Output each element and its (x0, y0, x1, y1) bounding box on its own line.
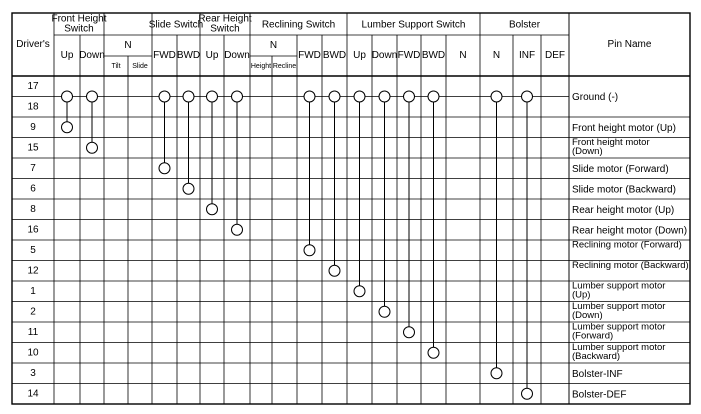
col-header-ss_fwd: FWD (153, 50, 176, 62)
col-header-ls_bwd: BWD (421, 50, 446, 62)
driver-pin-15: 15 (27, 142, 39, 154)
driver-pin-5: 5 (30, 244, 36, 256)
group-header-ls: Lumber Support Switch (361, 19, 466, 31)
pin-name-12: Reclining motor (Backward) (572, 259, 689, 271)
col-header-rs_fwd: FWD (298, 50, 321, 62)
terminal-top-ls_fwd (404, 91, 415, 102)
terminal-bottom-bo_inf (522, 388, 533, 399)
terminal-top-rs_fwd (304, 91, 315, 102)
pin-name-8: Rear height motor (Up) (572, 204, 675, 216)
pin-name-6: Slide motor (Backward) (572, 184, 676, 196)
col-header-ls_down: Down (371, 50, 398, 62)
col-header-bo_inf: INF (518, 50, 536, 62)
col-header-bo_n: N (492, 50, 501, 62)
terminal-top-fh_down (87, 91, 98, 102)
terminal-top-rh_down (232, 91, 243, 102)
terminal-top-ls_bwd (428, 91, 439, 102)
terminal-bottom-rh_down (232, 224, 243, 235)
col-subheader-rh_n-2: Recline (272, 62, 297, 70)
col-subheader-fh_n-2: Slide (132, 62, 148, 70)
col-header-bo_def: DEF (545, 50, 565, 62)
group-header-ss: Slide Switch (148, 19, 204, 31)
pin-name-header: Pin Name (607, 39, 652, 51)
col-subheader-rh_n-1: Height (250, 62, 272, 70)
driver-pin-12: 12 (27, 265, 39, 277)
col-header-fh_up: Up (60, 50, 74, 62)
terminal-bottom-ss_fwd (159, 163, 170, 174)
driver-pin-3: 3 (30, 367, 36, 379)
terminal-bottom-bo_n (491, 368, 502, 379)
col-header-fh_n: N (124, 40, 132, 52)
terminal-top-bo_n (491, 91, 502, 102)
terminal-top-ls_down (379, 91, 390, 102)
driver-pin-1: 1 (30, 285, 36, 297)
col-subheader-fh_n-1: Tilt (111, 62, 121, 70)
pin-name-7: Slide motor (Forward) (572, 163, 669, 175)
terminal-bottom-ss_bwd (183, 183, 194, 194)
pin-name-15: Front height motor (Down) (572, 136, 650, 157)
driver-pin-8: 8 (30, 203, 36, 215)
terminal-top-rh_up (207, 91, 218, 102)
terminal-top-ls_up (354, 91, 365, 102)
terminal-top-fh_up (62, 91, 73, 102)
pin-name-17: Ground (-) (572, 92, 619, 104)
col-header-fh_down: Down (79, 50, 105, 62)
driver-pin-10: 10 (27, 347, 39, 359)
driver-pin-14: 14 (27, 388, 39, 400)
terminal-bottom-ls_up (354, 286, 365, 297)
col-header-rh_up: Up (205, 50, 219, 62)
driver-pin-9: 9 (30, 121, 36, 133)
pin-name-16: Rear height motor (Down) (572, 225, 688, 237)
driver-pin-18: 18 (27, 101, 39, 113)
pin-name-2: Lumber support motor (Down) (572, 300, 666, 321)
driver-pin-16: 16 (27, 224, 39, 236)
terminal-bottom-rs_fwd (304, 245, 315, 256)
pin-name-3: Bolster-INF (572, 368, 623, 380)
group-header-rh: Rear Height (198, 13, 252, 25)
pin-name-5: Reclining motor (Forward) (572, 239, 682, 251)
col-header-rs_bwd: BWD (322, 50, 347, 62)
terminal-bottom-ls_bwd (428, 347, 439, 358)
col-header-ls_n: N (459, 50, 467, 62)
group-header-fh-line2: Switch (64, 23, 94, 35)
pin-name-11: Lumber support motor (Forward) (572, 321, 666, 342)
terminal-bottom-fh_up (62, 122, 73, 133)
col-header-ls_fwd: FWD (397, 50, 421, 62)
terminal-bottom-rh_up (207, 204, 218, 215)
drivers-header: Driver's (16, 39, 50, 51)
group-header-rs: Reclining Switch (261, 19, 336, 31)
terminal-top-rs_bwd (329, 91, 340, 102)
terminal-bottom-fh_down (87, 142, 98, 153)
col-header-ls_up: Up (353, 50, 366, 62)
driver-pin-6: 6 (30, 183, 36, 195)
group-header-bo: Bolster (508, 19, 541, 31)
terminal-bottom-rs_bwd (329, 265, 340, 276)
terminal-top-ss_bwd (183, 91, 194, 102)
col-header-ss_bwd: BWD (176, 50, 201, 62)
terminal-bottom-ls_fwd (404, 327, 415, 338)
driver-pin-11: 11 (27, 326, 39, 338)
driver-pin-17: 17 (27, 80, 39, 92)
pin-name-10: Lumber support motor (Backward) (572, 341, 666, 362)
group-header-fh: Front Height (51, 13, 107, 25)
terminal-top-bo_inf (522, 91, 533, 102)
pin-name-1: Lumber support motor (Up) (572, 280, 666, 301)
col-header-rh_n: N (269, 40, 278, 52)
terminal-top-ss_fwd (159, 91, 170, 102)
terminal-bottom-ls_down (379, 306, 390, 317)
pin-name-9: Front height motor (Up) (572, 122, 676, 134)
group-header-rh-line2: Switch (210, 23, 240, 35)
driver-pin-2: 2 (30, 306, 36, 318)
driver-pin-7: 7 (30, 162, 36, 174)
col-header-rh_down: Down (224, 50, 250, 62)
pin-name-14: Bolster-DEF (572, 389, 627, 401)
